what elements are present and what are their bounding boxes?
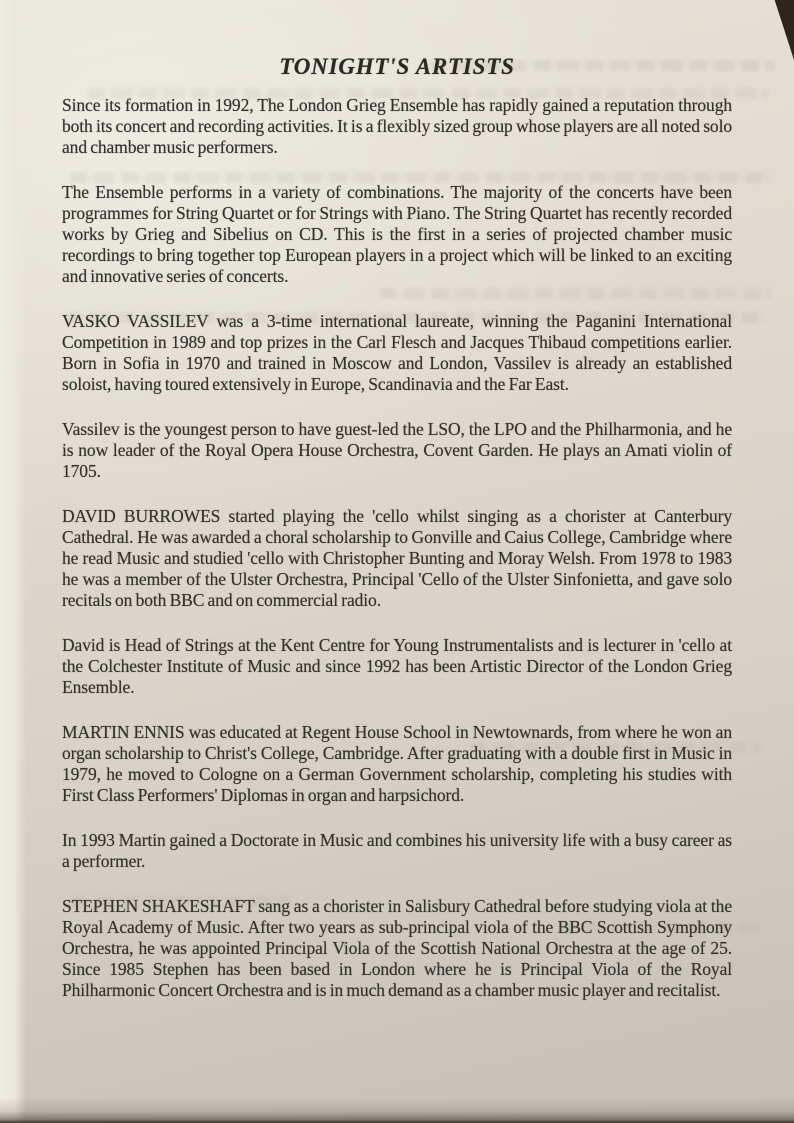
- page-left-edge-highlight: [0, 0, 26, 1123]
- paragraph-martin-ennis-bio: MARTIN ENNIS was educated at Regent House School in Newtownards, from where he won an organ scholarship to Christ's College, Cambridge. After graduating with a double first in Music in 1979, he moved to Cologne on a German Government scholarship, completing his studies with First Class Performers' Diplomas in organ and harpsichord.: [62, 722, 732, 805]
- page-content: [62, 52, 732, 1025]
- paragraph-stephen-shakeshaft-bio: STEPHEN SHAKESHAFT sang as a chorister in Salisbury Cathedral before studying viola at the Royal Academy of Music. After two years as sub-principal viola of the BBC Scottish Symphony Orchestra, he was appointed Principal Viola of the Scottish National Orchestra at the age of 25. Since 1985 Stephen has been based in London where he is Principal Viola of the Royal Philharmonic Concert Orchestra and is in much demand as a chamber music player and recitalist.: [62, 896, 732, 1000]
- paragraph-vasko-vassilev-bio: VASKO VASSILEV was a 3-time international laureate, winning the Paganini International Competition in 1989 and top prizes in the Carl Flesch and Jacques Thibaud competitions earlier. Born in Sofia in 1970 and trained in Moscow and London, Vassilev is already an established soloist, having toured extensively in Europe, Scandinavia and the Far East.: [62, 311, 732, 394]
- paragraph-vassilev-leader: Vassilev is the youngest person to have guest-led the LSO, the LPO and the Philharmonia, and he is now leader of the Royal Opera House Orchestra, Covent Garden. He plays an Amati violin of 1705.: [62, 419, 732, 481]
- paragraph-ennis-doctorate: In 1993 Martin gained a Doctorate in Music and combines his university life with a busy career as a performer.: [62, 830, 732, 871]
- paragraph-david-burrowes-bio: DAVID BURROWES started playing the 'cello whilst singing as a chorister at Canterbury Cathedral. He was awarded a choral scholarship to Gonville and Caius College, Cambridge where he read Music and studied 'cello with Christopher Bunting and Moray Welsh. From 1978 to 1983 he was a member of the Ulster Orchestra, Principal 'Cello of the Ulster Sinfonietta, and gave solo recitals on both BBC and on commercial radio.: [62, 506, 732, 610]
- paragraph-ensemble-intro: Since its formation in 1992, The London Grieg Ensemble has rapidly gained a reputation through both its concert and recording activities. It is a flexibly sized group whose players are all noted solo and chamber music performers.: [62, 95, 732, 157]
- page-bottom-shadow: [0, 1097, 794, 1123]
- page-title: TONIGHT'S ARTISTS: [279, 54, 515, 79]
- paragraph-ensemble-repertoire: The Ensemble performs in a variety of combinations. The majority of the concerts have been programmes for String Quartet or for Strings with Piano. The String Quartet has recently recorded works by Grieg and Sibelius on CD. This is the first in a series of projected chamber music recordings to bring together top European players in a project which will be linked to an exciting and innovative series of concerts.: [62, 182, 732, 286]
- paragraph-burrowes-positions: David is Head of Strings at the Kent Centre for Young Instrumentalists and is lecturer in 'cello at the Colchester Institute of Music and since 1992 has been Artistic Director of the London Grieg Ensemble.: [62, 635, 732, 697]
- scan-background-corner: [772, 0, 794, 60]
